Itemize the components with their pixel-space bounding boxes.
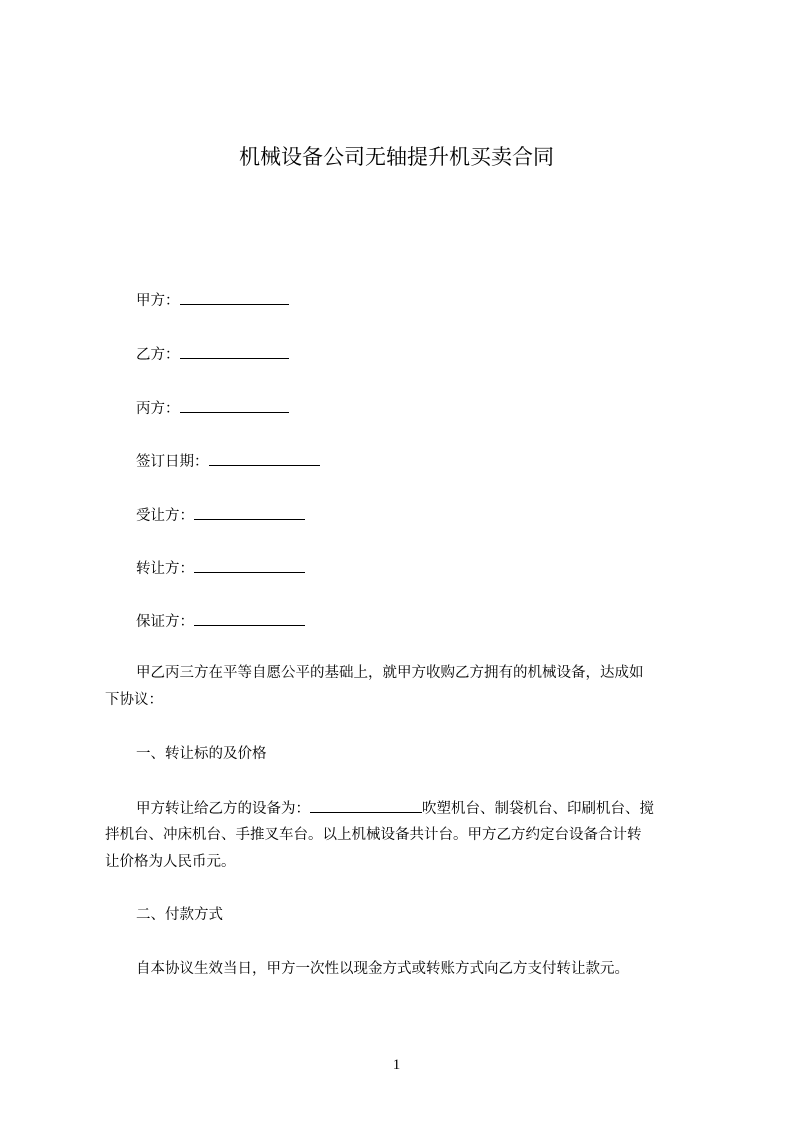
guarantor-blank[interactable] (194, 611, 305, 626)
transferor-blank[interactable] (194, 558, 305, 573)
section-2-line-1: 自本协议生效当日，甲方一次性以现金方式或转账方式向乙方支付转让款元。 (136, 961, 629, 977)
intro-line-1: 甲乙丙三方在平等自愿公平的基础上，就甲方收购乙方拥有的机械设备，达成如 (136, 665, 644, 681)
field-party-c-label: 丙方： (136, 401, 180, 417)
field-party-a (136, 290, 289, 311)
section-1-line-1-suffix: 吹塑机台、制袋机台、印刷机台、搅 (422, 801, 654, 817)
page-number: 1 (392, 1057, 401, 1073)
section-2-heading: 二、付款方式 (136, 907, 223, 923)
field-party-b (136, 344, 289, 365)
section-1-line-1-prefix: 甲方转让给乙方的设备为： (136, 801, 310, 817)
party-a-blank[interactable] (180, 290, 289, 305)
field-transferor (136, 558, 305, 579)
section-1-line-2: 拌机台、冲床机台、手推叉车台。以上机械设备共计台。甲方乙方约定台设备合计转 (105, 827, 642, 843)
field-party-b-label: 乙方： (136, 347, 180, 363)
field-guarantor-label: 保证方： (136, 614, 194, 630)
field-party-c (136, 398, 289, 419)
field-sign-date (136, 451, 320, 472)
transferee-blank[interactable] (194, 505, 305, 520)
party-b-blank[interactable] (180, 344, 289, 359)
section-1-line-1 (136, 798, 654, 819)
intro-line-2: 下协议： (105, 692, 163, 708)
field-party-a-label: 甲方： (136, 293, 180, 309)
field-guarantor (136, 611, 305, 632)
field-transferee-label: 受让方： (136, 508, 194, 524)
field-transferor-label: 转让方： (136, 561, 194, 577)
party-c-blank[interactable] (180, 398, 289, 413)
field-transferee (136, 505, 305, 526)
section-1-line-3: 让价格为人民币元。 (105, 854, 236, 870)
page-title: 机械设备公司无轴提升机买卖合同 (239, 145, 554, 169)
section-1-heading: 一、转让标的及价格 (136, 746, 267, 762)
equipment-blank[interactable] (310, 798, 422, 813)
field-sign-date-label: 签订日期： (136, 454, 209, 470)
sign-date-blank[interactable] (209, 451, 320, 466)
